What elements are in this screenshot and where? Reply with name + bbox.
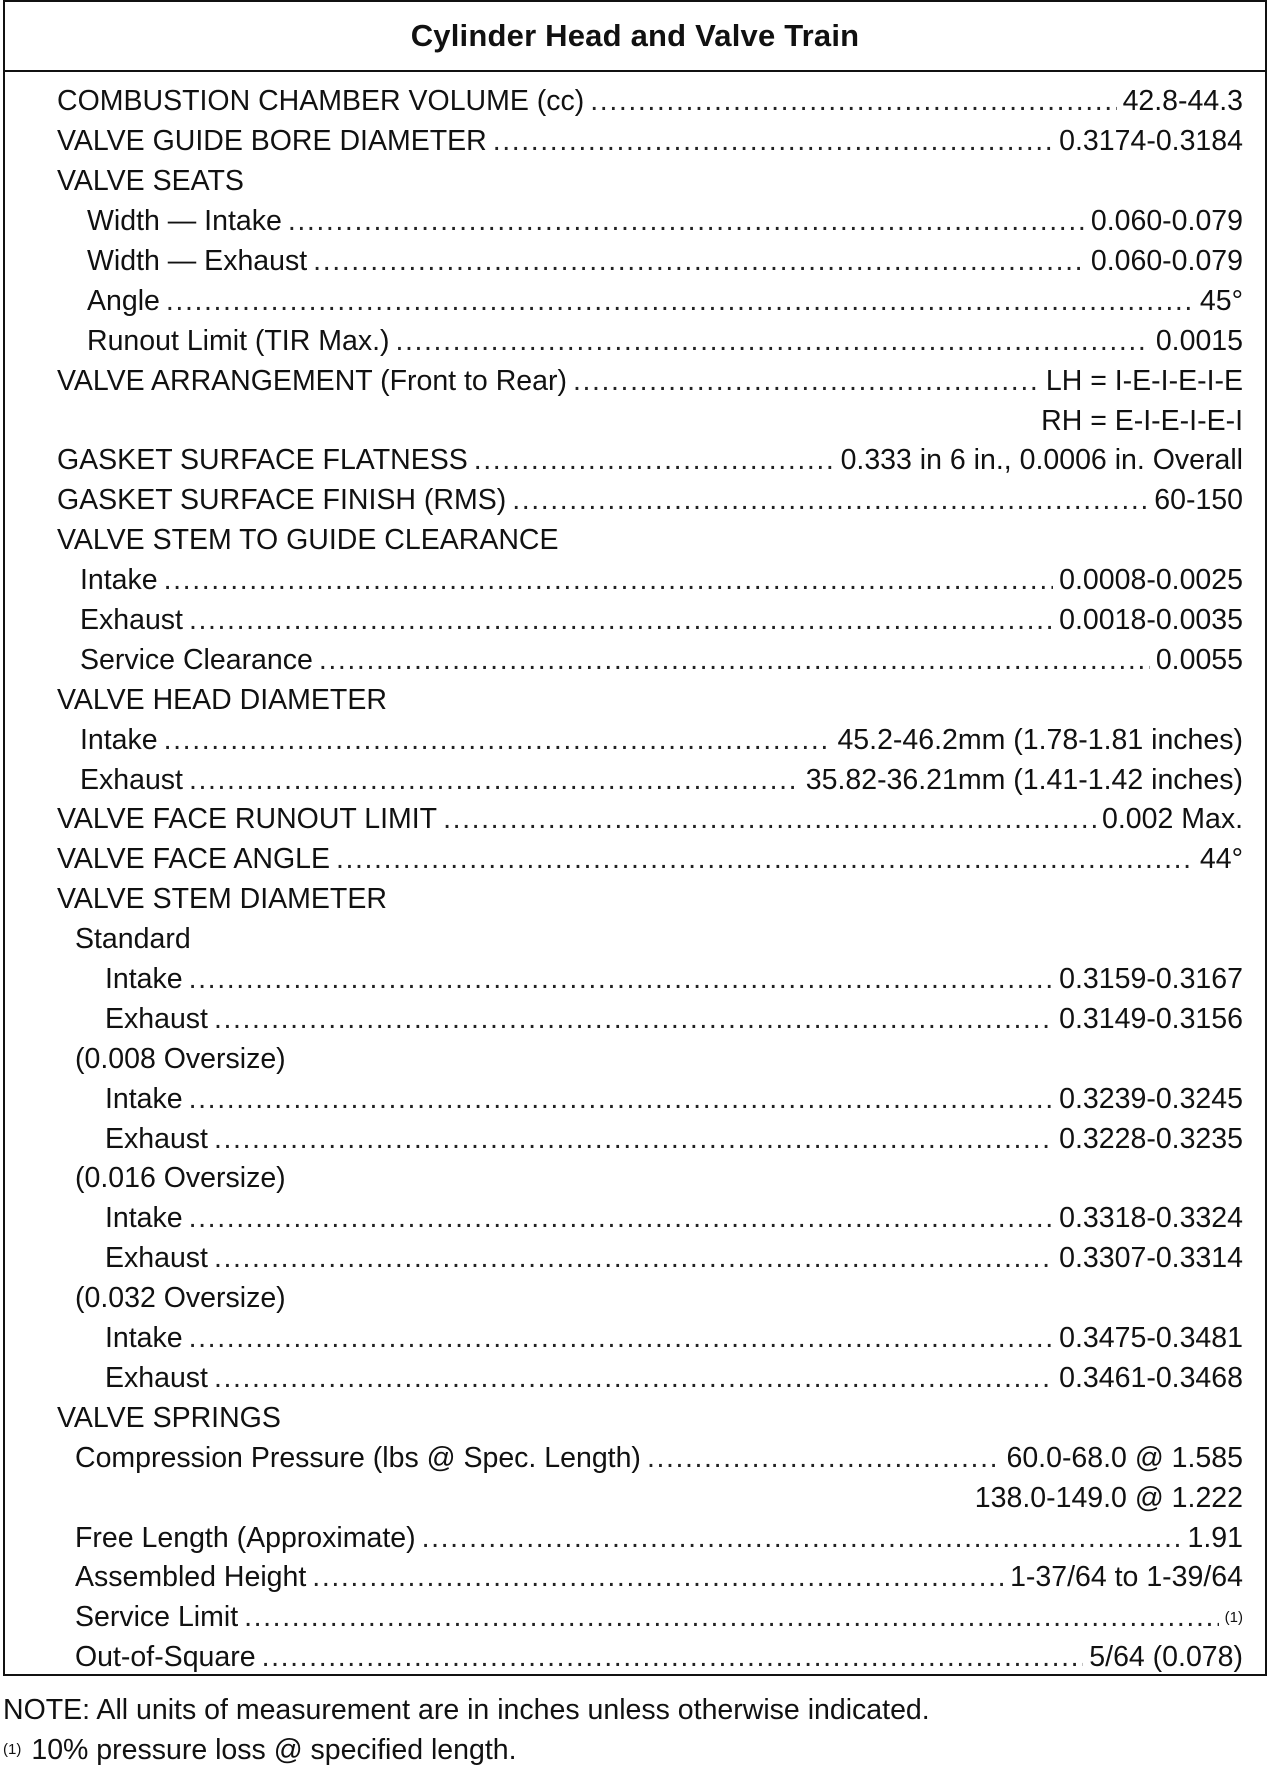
subsection-label: Standard [75,923,191,956]
section-heading-stem-to-guide-clearance [5,521,1265,561]
subsection-label: (0.008 Oversize) [75,1042,286,1075]
dot-leader [189,1202,1054,1235]
dot-leader [647,1442,1001,1475]
dot-leader [336,843,1194,876]
table-title: Cylinder Head and Valve Train [5,2,1265,72]
spec-label: Exhaust [105,1002,208,1035]
spec-label: Free Length (Approximate) [75,1521,416,1554]
spec-value: 5/64 (0.078) [1089,1641,1243,1674]
spec-row-gasket-surface-flatness [5,441,1265,481]
spec-value: 42.8-44.3 [1122,85,1243,118]
section-heading-valve-springs [5,1398,1265,1438]
dot-leader [474,444,835,477]
spec-row-compression-pressure [5,1438,1265,1478]
spec-row-standard-exhaust [5,999,1265,1039]
dot-leader [214,1242,1053,1275]
subheading-oversize-032 [5,1279,1265,1319]
spec-row-service-limit: Service Limit ..... (1) [5,1598,1265,1638]
spec-value: 0.3159-0.3167 [1059,963,1243,996]
spec-label: Intake [105,1202,183,1235]
spec-label: Intake [105,963,183,996]
spec-value: 0.0055 [1155,643,1243,676]
spec-value: 1.91 [1187,1521,1243,1554]
spec-value: 0.3318-0.3324 [1059,1202,1243,1235]
spec-label: Width — Intake [87,205,282,238]
spec-row-service-clearance [5,640,1265,680]
spec-value: 0.3239-0.3245 [1059,1082,1243,1115]
spec-label: Intake [80,723,158,756]
spec-value: 0.0018-0.0035 [1059,604,1243,637]
subsection-label: (0.016 Oversize) [75,1162,286,1195]
spec-value: 1-37/64 to 1-39/64 [1010,1561,1243,1594]
dot-leader [512,484,1148,517]
spec-label: Angle [87,284,160,317]
spec-row-valve-face-angle [5,840,1265,880]
dot-leader [164,724,832,757]
dot-leader [493,125,1053,158]
dot-leader [573,365,1040,398]
spec-row-oversize-032-intake [5,1319,1265,1359]
spec-value: 45° [1199,284,1243,317]
spec-label: Intake [105,1082,183,1115]
spec-row-standard-intake [5,960,1265,1000]
spec-value: 0.0015 [1155,324,1243,357]
spec-row-compression-pressure-continued [5,1478,1265,1518]
spec-row-oversize-008-intake [5,1079,1265,1119]
spec-value: 60-150 [1154,484,1243,517]
spec-label: VALVE FACE ANGLE [57,843,330,876]
spec-row-oversize-016-intake [5,1199,1265,1239]
dot-leader [422,1522,1182,1555]
dot-leader [395,325,1149,358]
spec-label: VALVE FACE RUNOUT LIMIT [57,803,438,836]
spec-value: 138.0-149.0 @ 1.222 [974,1481,1243,1514]
section-label: VALVE SPRINGS [57,1401,281,1434]
section-label: VALVE STEM DIAMETER [57,883,387,916]
spec-value: 44° [1199,843,1243,876]
dot-leader [189,1322,1054,1355]
dot-leader [214,1003,1053,1036]
spec-value: 0.002 Max. [1102,803,1243,836]
spec-row-clearance-intake [5,561,1265,601]
spec-label: GASKET SURFACE FINISH (RMS) [57,484,507,517]
spec-label: Compression Pressure (lbs @ Spec. Length) [75,1441,641,1474]
footnote: (1) 10% pressure loss @ specified length. [3,1733,517,1766]
spec-value: 0.333 in 6 in., 0.0006 in. Overall [840,444,1243,477]
spec-label: GASKET SURFACE FLATNESS [57,444,468,477]
table-notes [3,1690,930,1770]
subsection-label: (0.032 Oversize) [75,1282,286,1315]
spec-row-assembled-height [5,1558,1265,1598]
footnote-text: 10% pressure loss @ specified length. [31,1733,517,1766]
spec-table [3,0,1267,1676]
spec-value: 60.0-68.0 @ 1.585 [1006,1441,1243,1474]
dot-leader [214,1123,1053,1156]
spec-row-combustion-chamber-volume [5,82,1265,122]
section-label: VALVE SEATS [57,165,244,198]
dot-leader [189,764,800,797]
spec-row-seat-angle [5,281,1265,321]
section-heading-valve-head-diameter [5,680,1265,720]
dot-leader [312,1561,1004,1594]
spec-label: VALVE GUIDE BORE DIAMETER [57,125,487,158]
spec-label: Service Clearance [80,643,313,676]
spec-value: 0.060-0.079 [1090,205,1243,238]
spec-label: Runout Limit (TIR Max.) [87,324,390,357]
dot-leader [313,245,1085,278]
spec-row-out-of-square [5,1638,1265,1678]
spec-label: Service Limit [75,1601,239,1634]
spec-row-oversize-032-exhaust [5,1359,1265,1399]
dot-leader [214,1362,1053,1395]
spec-rows [5,72,1265,1678]
dot-leader [590,85,1116,118]
spec-row-gasket-surface-finish [5,481,1265,521]
spec-label: Intake [80,564,158,597]
spec-row-valve-face-runout-limit [5,800,1265,840]
section-label: VALVE STEM TO GUIDE CLEARANCE [57,524,559,557]
spec-row-valve-guide-bore-diameter [5,122,1265,162]
spec-label: Exhaust [80,604,183,637]
spec-label: VALVE ARRANGEMENT (Front to Rear) [57,364,567,397]
subheading-oversize-008 [5,1039,1265,1079]
section-heading-valve-stem-diameter [5,880,1265,920]
spec-row-valve-arrangement-continued [5,401,1265,441]
units-note-text: NOTE: All units of measurement are in inches unless otherwise indicated. [3,1693,930,1726]
spec-label: Assembled Height [75,1561,307,1594]
spec-label: Intake [105,1322,183,1355]
spec-label: Exhaust [80,763,183,796]
spec-row-clearance-exhaust [5,601,1265,641]
spec-label: Width — Exhaust [87,245,308,277]
dot-leader [288,205,1085,238]
spec-value: 0.3461-0.3468 [1059,1361,1243,1394]
section-label: VALVE HEAD DIAMETER [57,683,387,716]
spec-value: RH = E-I-E-I-E-I [1041,404,1243,437]
spec-row-head-diameter-exhaust [5,760,1265,800]
spec-label: Out-of-Square [75,1641,256,1674]
spec-row-oversize-016-exhaust [5,1239,1265,1279]
spec-value: 0.0008-0.0025 [1059,564,1243,597]
spec-value: 45.2-46.2mm (1.78-1.81 inches) [837,723,1243,756]
dot-leader [443,803,1096,836]
spec-value: 0.3228-0.3235 [1059,1122,1243,1155]
spec-value: 0.3307-0.3314 [1059,1242,1243,1275]
dot-leader [262,1641,1084,1674]
spec-row-oversize-008-exhaust [5,1119,1265,1159]
spec-label: Exhaust [105,1122,208,1155]
dot-leader [189,963,1054,996]
dot-leader [244,1601,1219,1634]
spec-value: 35.82-36.21mm (1.41-1.42 inches) [805,763,1243,796]
dot-leader [189,1083,1054,1116]
spec-value: 0.3149-0.3156 [1059,1002,1243,1035]
spec-row-valve-arrangement [5,361,1265,401]
section-heading-valve-seats [5,162,1265,202]
dot-leader [164,564,1054,597]
spec-value: 0.3475-0.3481 [1059,1322,1243,1355]
dot-leader [319,644,1150,677]
spec-row-free-length [5,1518,1265,1558]
spec-label: Exhaust [105,1242,208,1275]
spec-label: COMBUSTION CHAMBER VOLUME (cc) [57,85,585,118]
spec-label: Exhaust [105,1361,208,1394]
dot-leader [166,285,1194,318]
spec-row-seat-width-intake [5,202,1265,242]
subheading-oversize-016 [5,1159,1265,1199]
dot-leader [189,604,1053,637]
spec-row-head-diameter-intake [5,720,1265,760]
spec-row-seat-runout-limit [5,321,1265,361]
spec-row-seat-width-exhaust [5,242,1265,282]
units-note [3,1690,930,1730]
spec-value: 0.3174-0.3184 [1059,125,1243,158]
spec-value: 0.060-0.079 [1090,245,1243,277]
subheading-standard [5,920,1265,960]
spec-value: LH = I-E-I-E-I-E [1045,364,1243,397]
